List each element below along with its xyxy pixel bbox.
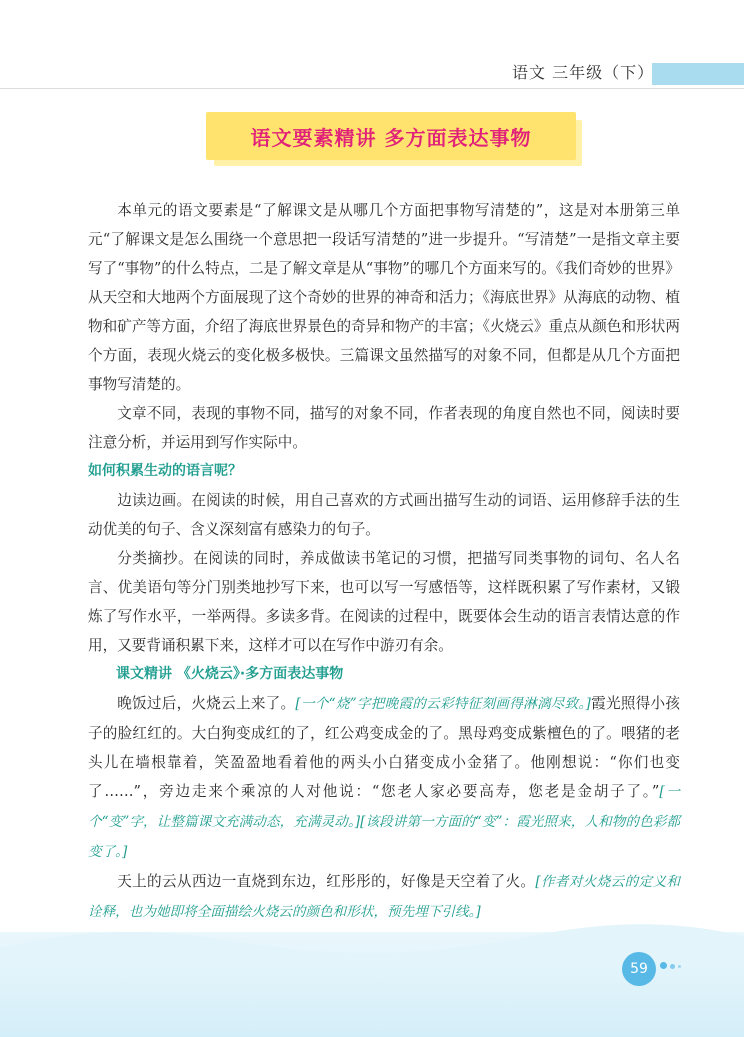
text-segment: 晚饭过后，火烧云上来了。 xyxy=(117,695,296,712)
annotation-note: [一个“烧”字把晚霞的云彩特征刻画得淋漓尽致。] xyxy=(295,696,591,712)
paragraph-intro: 本单元的语文要素是“了解课文是从哪几个方面把事物写清楚的”，这是对本册第三单元“了解课文是怎么围绕一个意思把一段话写清楚的”进一步提升。“写清楚”一是指文章主要写了“事物”的什么特点，二是了解文章是从“事物”的哪几个方面来写的。《我们奇妙的世界》从天空和大地两个方面展现了这个奇妙的世界的神奇和活力；《海底世界》从海底的动物、植物和矿产等方面，介绍了海底世界景色的奇异和物产的丰富；《火烧云》重点从颜色和形状两个方面，表现火烧云的变化极多极快。三篇课文虽然描写的对象不同，但都是从几个方面把事物写清楚的。 xyxy=(88,202,680,393)
heading-text-explanation: 课文精讲 《火烧云》·多方面表达事物 xyxy=(116,666,344,682)
title-banner-box xyxy=(206,112,576,160)
annotation-note: [一个“变”字，让整篇课文充满动态，充满灵动。][该段讲第一方面的“变”：霞光照来，人和物的色彩都变了。] xyxy=(88,784,680,860)
paragraph-evening xyxy=(88,689,680,867)
section-title: 语文要素精讲 多方面表达事物 xyxy=(250,125,532,150)
header-divider xyxy=(0,88,744,89)
decor-dot xyxy=(670,964,675,969)
text-segment: 霞光照得小孩子的脸红红的。大白狗变成红的了，红公鸡变成金的了。黑母鸡变成紫檀色的了。喂猪的老头儿在墙根靠着，笑盈盈地看着他的两头小白猪变成小金猪了。他刚想说：“你们也变了……”，旁边走来个乘凉的人对他说：“您老人家必要高寿，您老是金胡子了。” xyxy=(88,695,680,800)
annotation-note: [作者对火烧云的定义和诠释，也为她即将全面描绘火烧云的颜色和形状，预先埋下引线。] xyxy=(88,874,680,920)
heading-accumulate-language: 如何积累生动的语言呢？ xyxy=(88,463,242,479)
header-accent-bar xyxy=(652,63,744,85)
decor-dot xyxy=(660,962,667,969)
paragraph-classify-copy: 分类摘抄。在阅读的同时，养成做读书笔记的习惯，把描写同类事物的词句、名人名言、优美语句等分门别类地抄写下来，也可以写一写感悟等，这样既积累了写作素材，又锻炼了写作水平，一举两得。多读多背。在阅读的过程中，既要体会生动的语言表情达意的作用，又要背诵积累下来，这样才可以在写作中游刃有余。 xyxy=(88,550,680,654)
page-body xyxy=(88,196,680,985)
decor-dot xyxy=(678,965,681,968)
header-subject: 语文 三年级（下） xyxy=(512,63,655,82)
paragraph-read-and-mark: 边读边画。在阅读的时候，用自己喜欢的方式画出描写生动的词语、运用修辞手法的生动优美的句子、含义深刻富有感染力的句子。 xyxy=(88,492,680,538)
page-number-badge: 59 xyxy=(622,952,656,986)
text-segment: 天上的云从西边一直烧到东边，红彤彤的，好像是天空着了火。 xyxy=(117,873,536,890)
section-title-banner xyxy=(206,112,576,160)
paragraph-summary: 文章不同，表现的事物不同，描写的对象不同，作者表现的角度自然也不同，阅读时要注意分析，并运用到写作实际中。 xyxy=(88,405,680,451)
